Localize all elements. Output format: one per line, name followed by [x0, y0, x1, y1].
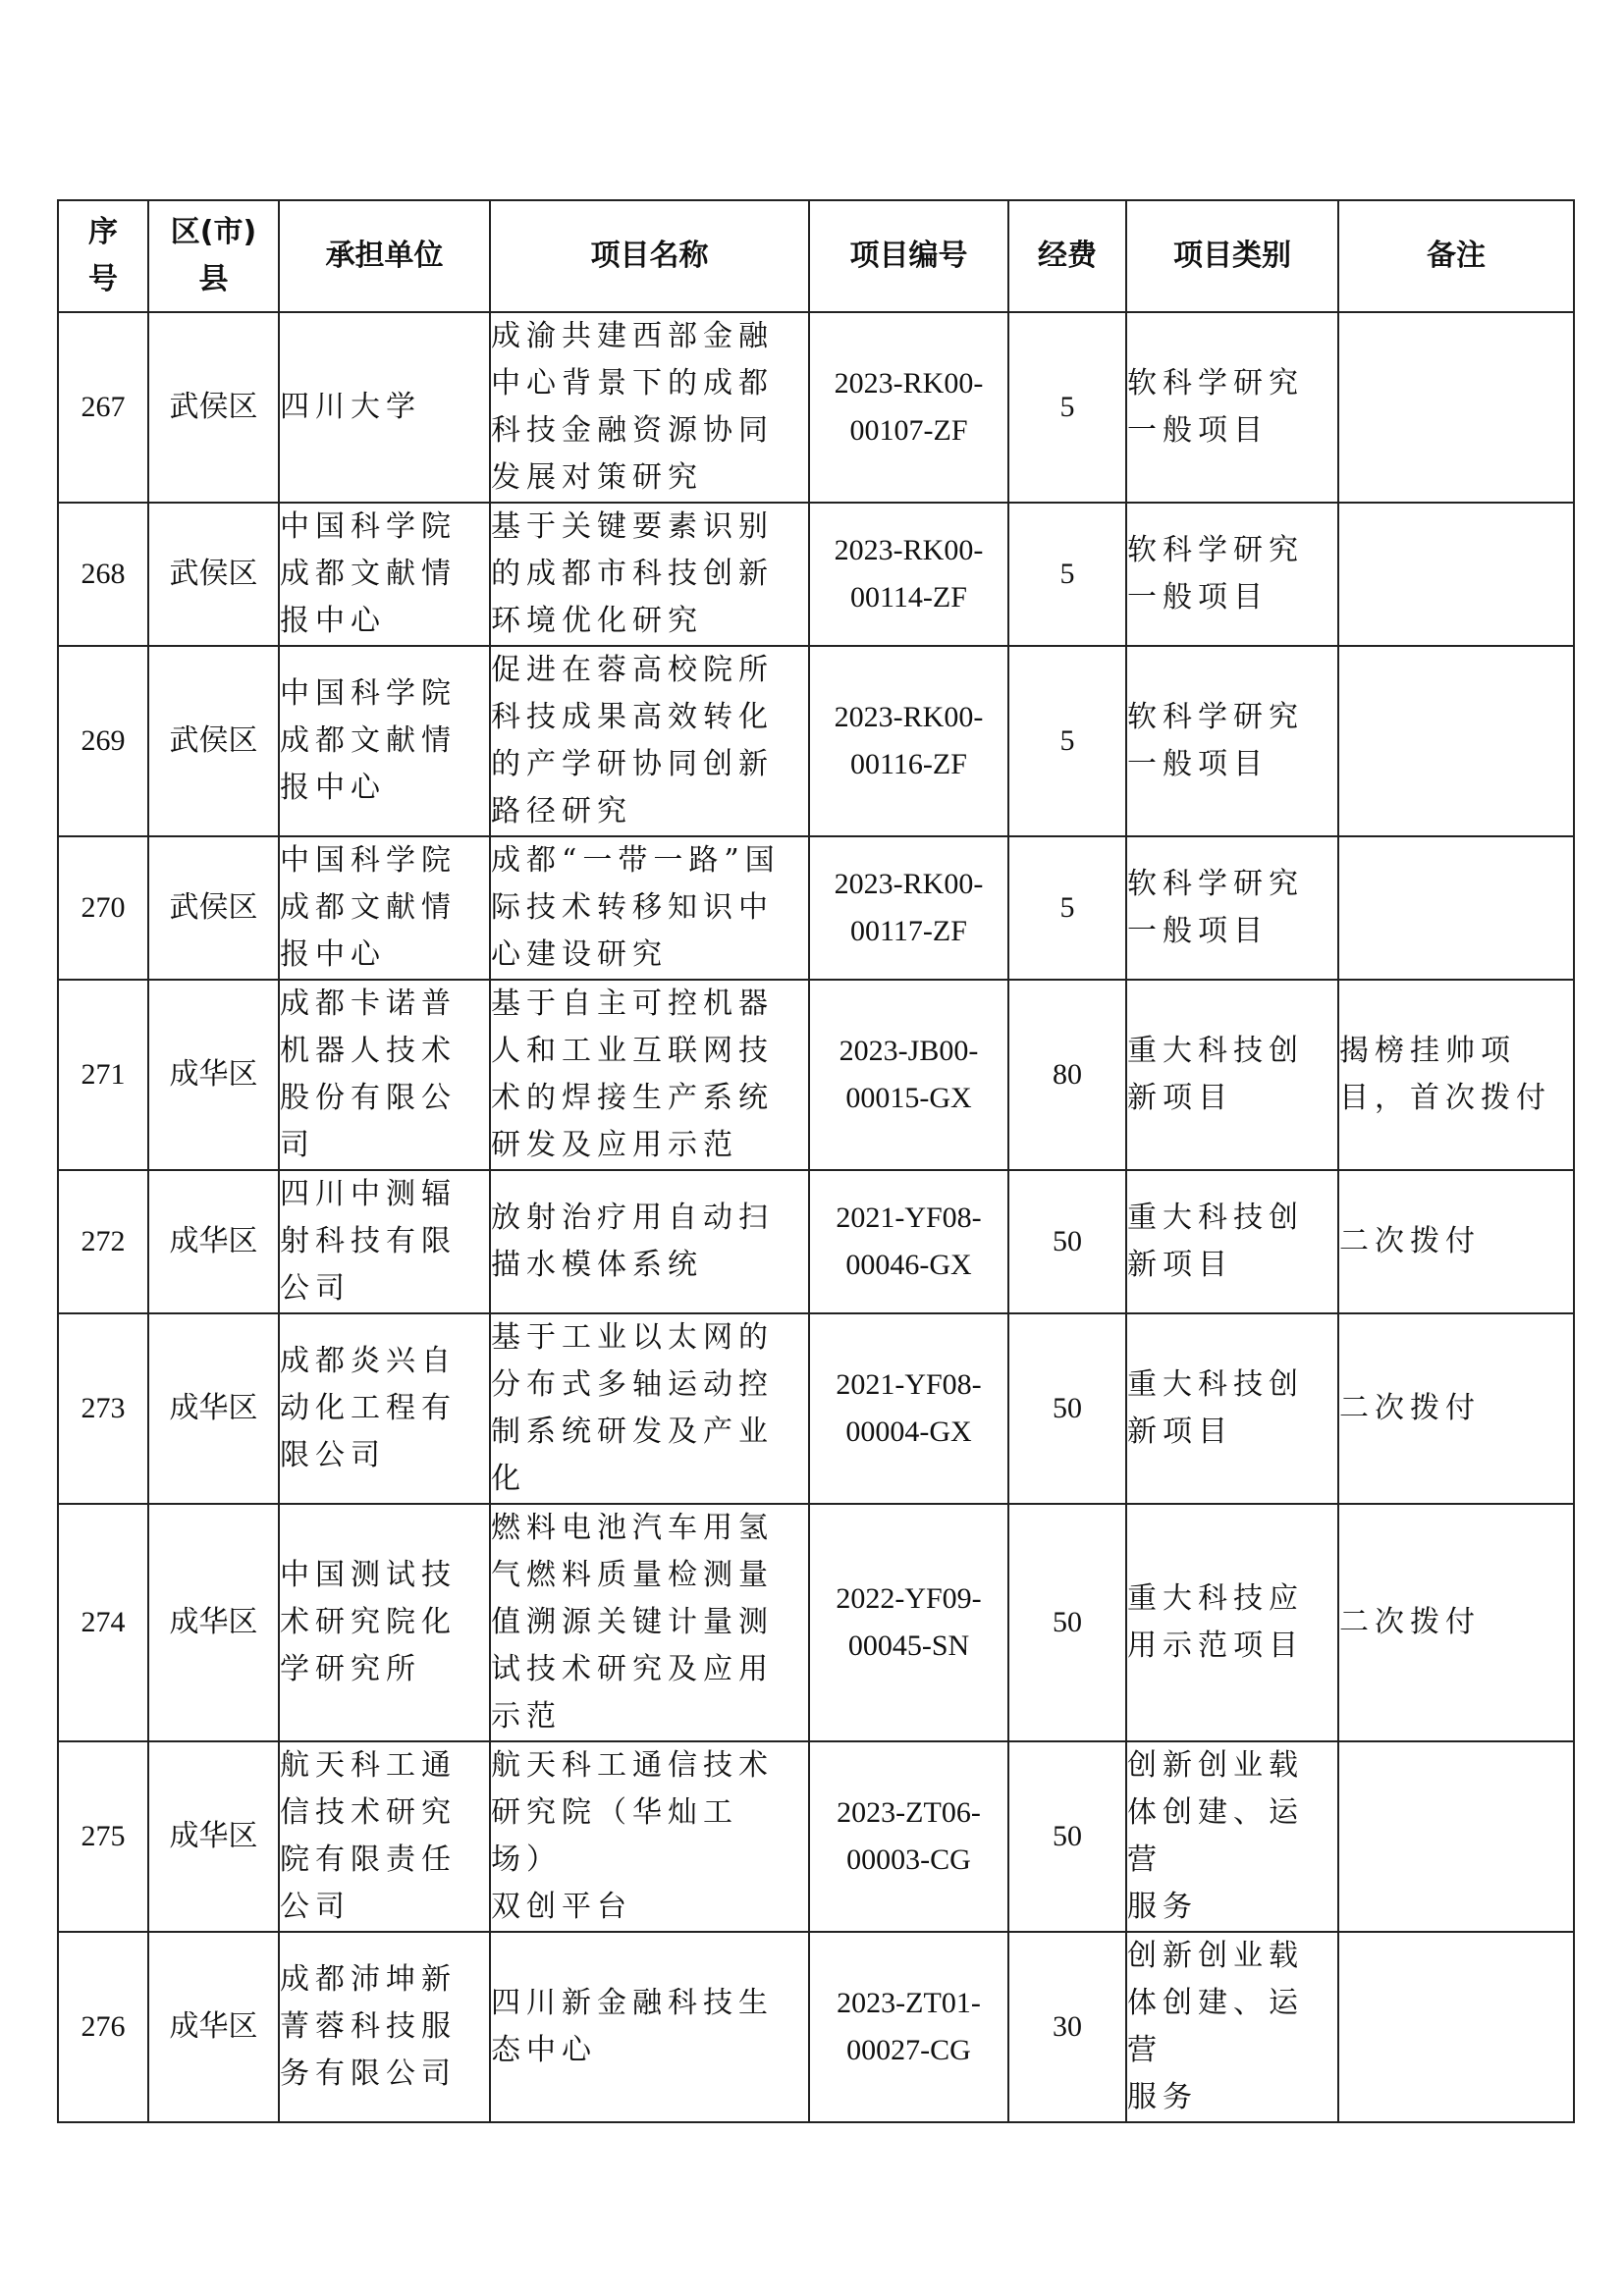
unit-cell: 成都卡诺普 机器人技术 股份有限公 司 — [279, 980, 490, 1170]
code-cell: 2023-RK00- 00114-ZF — [809, 503, 1008, 646]
remark-cell — [1338, 836, 1574, 980]
table-row — [58, 312, 1574, 503]
unit-cell: 中国测试技 术研究院化 学研究所 — [279, 1504, 490, 1741]
fund-cell: 5 — [1008, 646, 1126, 836]
header-fund: 经费 — [1008, 200, 1126, 312]
unit-cell: 成都炎兴自 动化工程有 限公司 — [279, 1313, 490, 1504]
category-cell: 重大科技创 新项目 — [1126, 1313, 1338, 1504]
table-row — [58, 980, 1574, 1170]
fund-cell: 50 — [1008, 1504, 1126, 1741]
name-cell: 成渝共建西部金融 中心背景下的成都 科技金融资源协同 发展对策研究 — [490, 312, 809, 503]
district-cell: 武侯区 — [148, 312, 279, 503]
name-cell: 四川新金融科技生 态中心 — [490, 1932, 809, 2122]
fund-cell: 50 — [1008, 1170, 1126, 1313]
seq-cell: 273 — [58, 1313, 148, 1504]
unit-cell: 航天科工通 信技术研究 院有限责任 公司 — [279, 1741, 490, 1932]
category-cell: 软科学研究 一般项目 — [1126, 646, 1338, 836]
code-cell: 2021-YF08- 00004-GX — [809, 1313, 1008, 1504]
district-cell: 成华区 — [148, 1313, 279, 1504]
category-cell: 重大科技应 用示范项目 — [1126, 1504, 1338, 1741]
fund-cell: 5 — [1008, 836, 1126, 980]
name-cell: 基于关键要素识别 的成都市科技创新 环境优化研究 — [490, 503, 809, 646]
header-name: 项目名称 — [490, 200, 809, 312]
table-row — [58, 1313, 1574, 1504]
category-cell: 重大科技创 新项目 — [1126, 1170, 1338, 1313]
category-cell: 软科学研究 一般项目 — [1126, 836, 1338, 980]
project-table — [57, 199, 1575, 2123]
seq-cell: 274 — [58, 1504, 148, 1741]
name-cell: 成都“一带一路”国 际技术转移知识中 心建设研究 — [490, 836, 809, 980]
remark-cell: 二次拨付 — [1338, 1313, 1574, 1504]
seq-cell: 272 — [58, 1170, 148, 1313]
name-cell: 促进在蓉高校院所 科技成果高效转化 的产学研协同创新 路径研究 — [490, 646, 809, 836]
table-row — [58, 503, 1574, 646]
table-row — [58, 1932, 1574, 2122]
fund-cell: 30 — [1008, 1932, 1126, 2122]
category-cell: 创新创业载 体创建、运营 服务 — [1126, 1741, 1338, 1932]
header-district: 区(市) 县 — [148, 200, 279, 312]
district-cell: 武侯区 — [148, 646, 279, 836]
code-cell: 2023-ZT01- 00027-CG — [809, 1932, 1008, 2122]
name-cell: 航天科工通信技术 研究院（华灿工场） 双创平台 — [490, 1741, 809, 1932]
table-row — [58, 646, 1574, 836]
district-cell: 成华区 — [148, 1504, 279, 1741]
remark-cell — [1338, 646, 1574, 836]
fund-cell: 5 — [1008, 312, 1126, 503]
unit-cell: 成都沛坤新 菁蓉科技服 务有限公司 — [279, 1932, 490, 2122]
category-cell: 软科学研究 一般项目 — [1126, 503, 1338, 646]
code-cell: 2023-RK00- 00116-ZF — [809, 646, 1008, 836]
header-row — [58, 200, 1574, 312]
seq-cell: 268 — [58, 503, 148, 646]
header-unit: 承担单位 — [279, 200, 490, 312]
header-category: 项目类别 — [1126, 200, 1338, 312]
unit-cell: 四川大学 — [279, 312, 490, 503]
code-cell: 2023-JB00- 00015-GX — [809, 980, 1008, 1170]
seq-cell: 275 — [58, 1741, 148, 1932]
table-row — [58, 1170, 1574, 1313]
category-cell: 软科学研究 一般项目 — [1126, 312, 1338, 503]
code-cell: 2023-RK00- 00117-ZF — [809, 836, 1008, 980]
district-cell: 成华区 — [148, 1932, 279, 2122]
remark-cell: 二次拨付 — [1338, 1170, 1574, 1313]
district-cell: 武侯区 — [148, 836, 279, 980]
seq-cell: 269 — [58, 646, 148, 836]
header-remark: 备注 — [1338, 200, 1574, 312]
remark-cell: 二次拨付 — [1338, 1504, 1574, 1741]
unit-cell: 四川中测辐 射科技有限 公司 — [279, 1170, 490, 1313]
unit-cell: 中国科学院 成都文献情 报中心 — [279, 503, 490, 646]
code-cell: 2022-YF09- 00045-SN — [809, 1504, 1008, 1741]
fund-cell: 50 — [1008, 1313, 1126, 1504]
district-cell: 成华区 — [148, 1170, 279, 1313]
remark-cell — [1338, 1741, 1574, 1932]
fund-cell: 50 — [1008, 1741, 1126, 1932]
header-code: 项目编号 — [809, 200, 1008, 312]
remark-cell — [1338, 312, 1574, 503]
remark-cell — [1338, 1932, 1574, 2122]
unit-cell: 中国科学院 成都文献情 报中心 — [279, 646, 490, 836]
fund-cell: 80 — [1008, 980, 1126, 1170]
district-cell: 武侯区 — [148, 503, 279, 646]
fund-cell: 5 — [1008, 503, 1126, 646]
remark-cell: 揭榜挂帅项 目，首次拨付 — [1338, 980, 1574, 1170]
seq-cell: 267 — [58, 312, 148, 503]
district-cell: 成华区 — [148, 980, 279, 1170]
category-cell: 创新创业载 体创建、运营 服务 — [1126, 1932, 1338, 2122]
name-cell: 放射治疗用自动扫 描水模体系统 — [490, 1170, 809, 1313]
name-cell: 基于自主可控机器 人和工业互联网技 术的焊接生产系统 研发及应用示范 — [490, 980, 809, 1170]
table-row — [58, 1741, 1574, 1932]
seq-cell: 276 — [58, 1932, 148, 2122]
name-cell: 燃料电池汽车用氢 气燃料质量检测量 值溯源关键计量测 试技术研究及应用 示范 — [490, 1504, 809, 1741]
remark-cell — [1338, 503, 1574, 646]
code-cell: 2023-ZT06- 00003-CG — [809, 1741, 1008, 1932]
category-cell: 重大科技创 新项目 — [1126, 980, 1338, 1170]
name-cell: 基于工业以太网的 分布式多轴运动控 制系统研发及产业 化 — [490, 1313, 809, 1504]
unit-cell: 中国科学院 成都文献情 报中心 — [279, 836, 490, 980]
header-seq: 序 号 — [58, 200, 148, 312]
table-row — [58, 1504, 1574, 1741]
table-row — [58, 836, 1574, 980]
code-cell: 2023-RK00- 00107-ZF — [809, 312, 1008, 503]
district-cell: 成华区 — [148, 1741, 279, 1932]
seq-cell: 270 — [58, 836, 148, 980]
code-cell: 2021-YF08- 00046-GX — [809, 1170, 1008, 1313]
seq-cell: 271 — [58, 980, 148, 1170]
